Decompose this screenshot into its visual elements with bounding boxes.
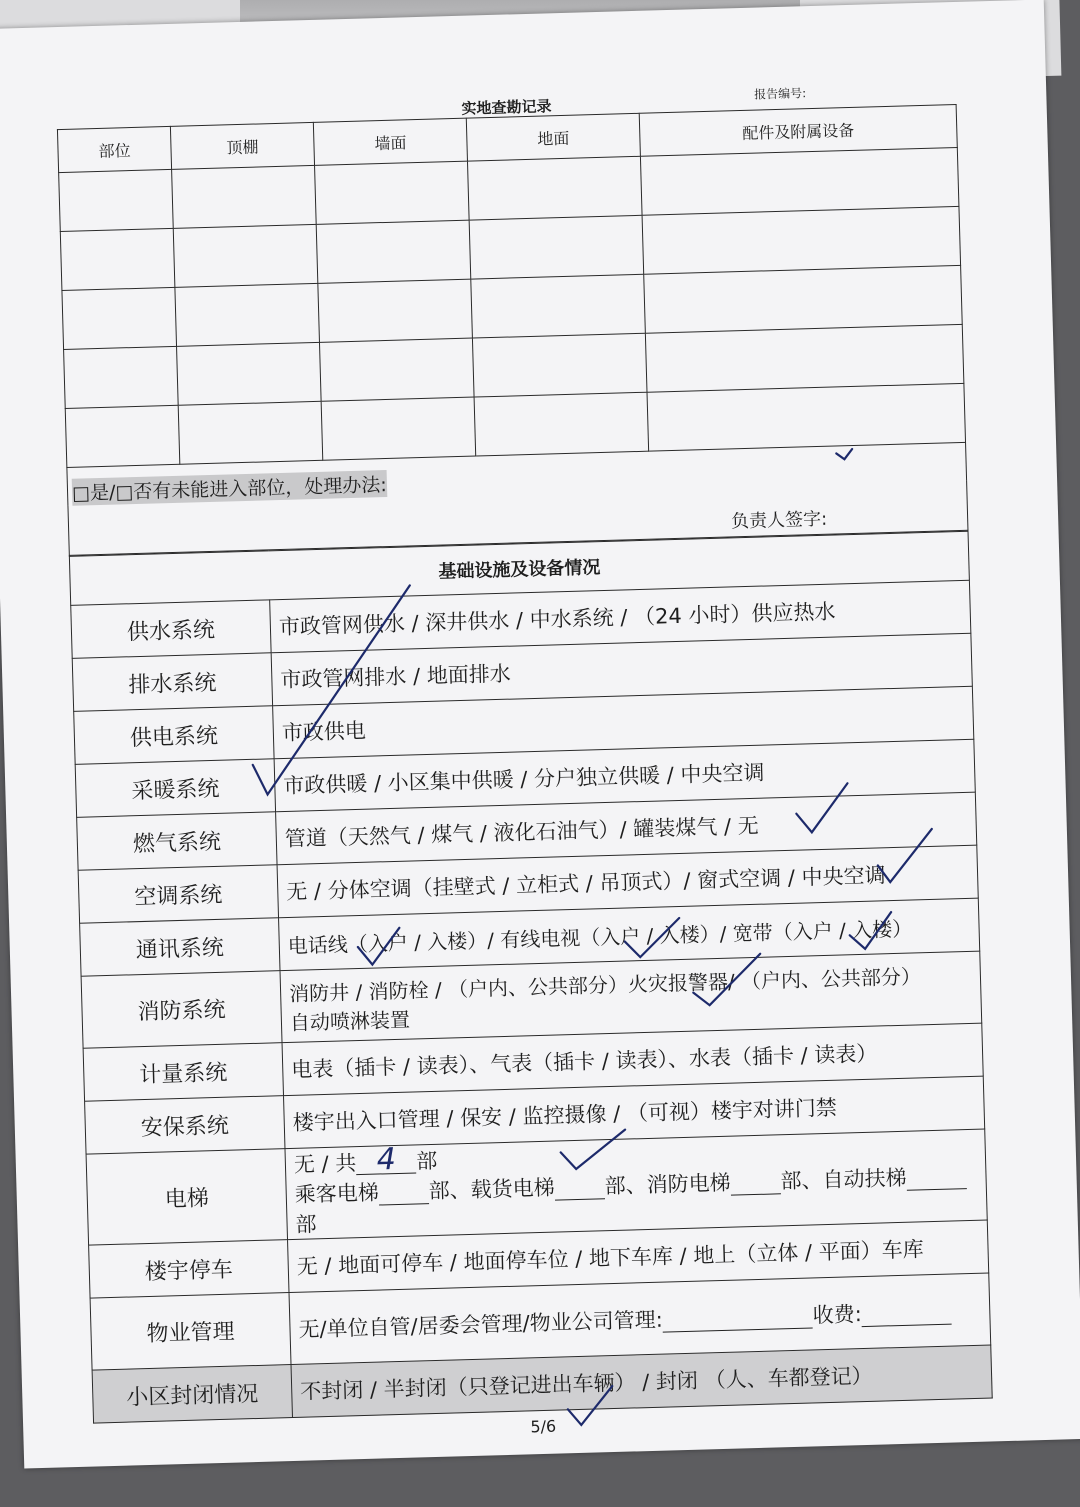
facility-options[interactable]: 无 / 地面可停车 / 地面停车位 / 地下车库 / 地上（立体 / 平面）车库 <box>288 1220 989 1293</box>
facility-category: 消防系统 <box>81 971 282 1049</box>
table-cell[interactable] <box>173 224 318 287</box>
freight-elevator-blank[interactable] <box>554 1174 605 1200</box>
elevator-total-handwritten[interactable]: 4 <box>356 1146 417 1175</box>
table-cell[interactable] <box>321 397 476 460</box>
table-cell[interactable] <box>178 401 323 464</box>
facility-category: 燃气系统 <box>77 812 277 871</box>
table-cell[interactable] <box>59 169 174 231</box>
property-mgmt-blank[interactable] <box>662 1303 813 1332</box>
facility-category: 通讯系统 <box>80 918 280 977</box>
table-cell[interactable] <box>175 283 320 346</box>
fire-options-line2: 自动喷淋装置 <box>289 1007 411 1035</box>
table-cell[interactable] <box>640 147 959 215</box>
report-number-label: 报告编号: <box>753 86 807 102</box>
facility-options[interactable]: 市政管网排水 / 地面排水 <box>271 633 972 706</box>
table-cell[interactable] <box>62 287 177 349</box>
table-cell[interactable] <box>472 333 647 397</box>
col-wall: 墙面 <box>313 118 467 165</box>
facility-category: 小区封闭情况 <box>92 1365 292 1424</box>
facility-category: 安保系统 <box>85 1096 285 1155</box>
passenger-elevator-blank[interactable] <box>378 1179 429 1205</box>
table-cell[interactable] <box>64 346 179 408</box>
table-cell[interactable] <box>60 228 175 290</box>
facility-options[interactable]: 电话线（入户 / 入楼）/ 有线电视（入户 / 入楼）/ 宽带（入户 / 入楼） <box>279 898 980 971</box>
signature-label: 负责人签字: <box>730 508 828 533</box>
form-title: 实地查勘记录 <box>461 97 552 118</box>
table-cell[interactable] <box>177 342 322 405</box>
table-cell[interactable] <box>65 405 180 467</box>
facility-options[interactable]: 市政管网供水 / 深井供水 / 中水系统 / （24 小时）供应热水 <box>270 580 971 653</box>
fire-options-line1: 消防井 / 消防栓 / （户内、公共部分）火灾报警器/ （户内、公共部分） <box>288 963 922 1006</box>
passenger-elevator-label: 乘客电梯 <box>294 1180 380 1207</box>
facility-options[interactable]: 市政供电 <box>273 686 974 759</box>
facility-category: 供水系统 <box>71 600 271 659</box>
facility-options[interactable]: 无 / 分体空调（挂壁式 / 立柜式 / 吊顶式）/ 窗式空调 / 中央空调 <box>277 845 978 918</box>
facility-category: 楼宇停车 <box>89 1240 289 1299</box>
escalator-blank[interactable] <box>906 1164 967 1191</box>
table-cell[interactable] <box>315 161 470 224</box>
facility-category: 空调系统 <box>78 865 278 924</box>
elevator-suffix: 部 <box>415 1148 438 1174</box>
facility-options[interactable]: 不封闭 / 半封闭（只登记进出车辆） / 封闭 （人、车都登记） <box>291 1345 992 1418</box>
table-cell[interactable] <box>318 279 473 342</box>
table-cell[interactable] <box>642 206 961 274</box>
facilities-table <box>69 531 993 1424</box>
col-location: 部位 <box>57 126 171 172</box>
facility-category: 电梯 <box>86 1149 287 1246</box>
facility-options[interactable]: 电表（插卡 / 读表）、气表（插卡 / 读表）、水表（插卡 / 读表） <box>282 1023 983 1096</box>
col-accessories: 配件及附属设备 <box>639 104 957 156</box>
facility-options[interactable]: 管道（天然气 / 煤气 / 液化石油气）/ 罐装煤气 / 无 <box>276 792 977 865</box>
facility-category: 供电系统 <box>74 706 274 765</box>
fire-elevator-blank[interactable] <box>730 1169 781 1195</box>
elevator-prefix: 无 / 共 <box>293 1151 357 1177</box>
escalator-unit: 部 <box>295 1212 317 1237</box>
facility-category: 排水系统 <box>72 653 272 712</box>
col-floor: 地面 <box>466 113 640 161</box>
fire-elevator-label: 部、消防电梯 <box>604 1170 731 1199</box>
facility-category: 计量系统 <box>83 1043 283 1102</box>
escalator-label: 部、自动扶梯 <box>780 1165 907 1194</box>
facility-category: 物业管理 <box>90 1293 291 1371</box>
inspection-table <box>57 104 966 468</box>
table-cell[interactable] <box>645 324 964 392</box>
facility-options[interactable]: 楼宇出入口管理 / 保安 / 监控摄像 / （可视）楼宇对讲门禁 <box>283 1076 984 1149</box>
facilities-section-title: 基础设施及设备情况 <box>69 531 969 605</box>
facility-category: 采暖系统 <box>75 759 275 818</box>
col-ceiling: 顶棚 <box>170 122 314 169</box>
inaccessible-area-text[interactable]: □是/□否有未能进入部位，处理办法: <box>72 470 387 506</box>
inspection-form <box>56 80 993 1449</box>
property-mgmt-options: 无/单位自管/居委会管理/物业公司管理: <box>298 1307 664 1342</box>
table-cell[interactable] <box>647 383 966 451</box>
table-cell[interactable] <box>319 338 474 401</box>
table-cell[interactable] <box>469 215 644 279</box>
fee-blank[interactable] <box>861 1299 952 1327</box>
table-cell[interactable] <box>471 274 646 338</box>
table-cell[interactable] <box>644 265 963 333</box>
facility-options[interactable]: 市政供暖 / 小区集中供暖 / 分户独立供暖 / 中央空调 <box>274 739 975 812</box>
table-cell[interactable] <box>316 220 471 283</box>
page-number: 5/6 <box>530 1416 557 1437</box>
table-cell[interactable] <box>467 156 642 220</box>
freight-elevator-label: 部、载货电梯 <box>428 1175 556 1204</box>
fee-label: 收费: <box>812 1301 863 1327</box>
table-cell[interactable] <box>172 165 317 228</box>
table-cell[interactable] <box>474 392 649 456</box>
